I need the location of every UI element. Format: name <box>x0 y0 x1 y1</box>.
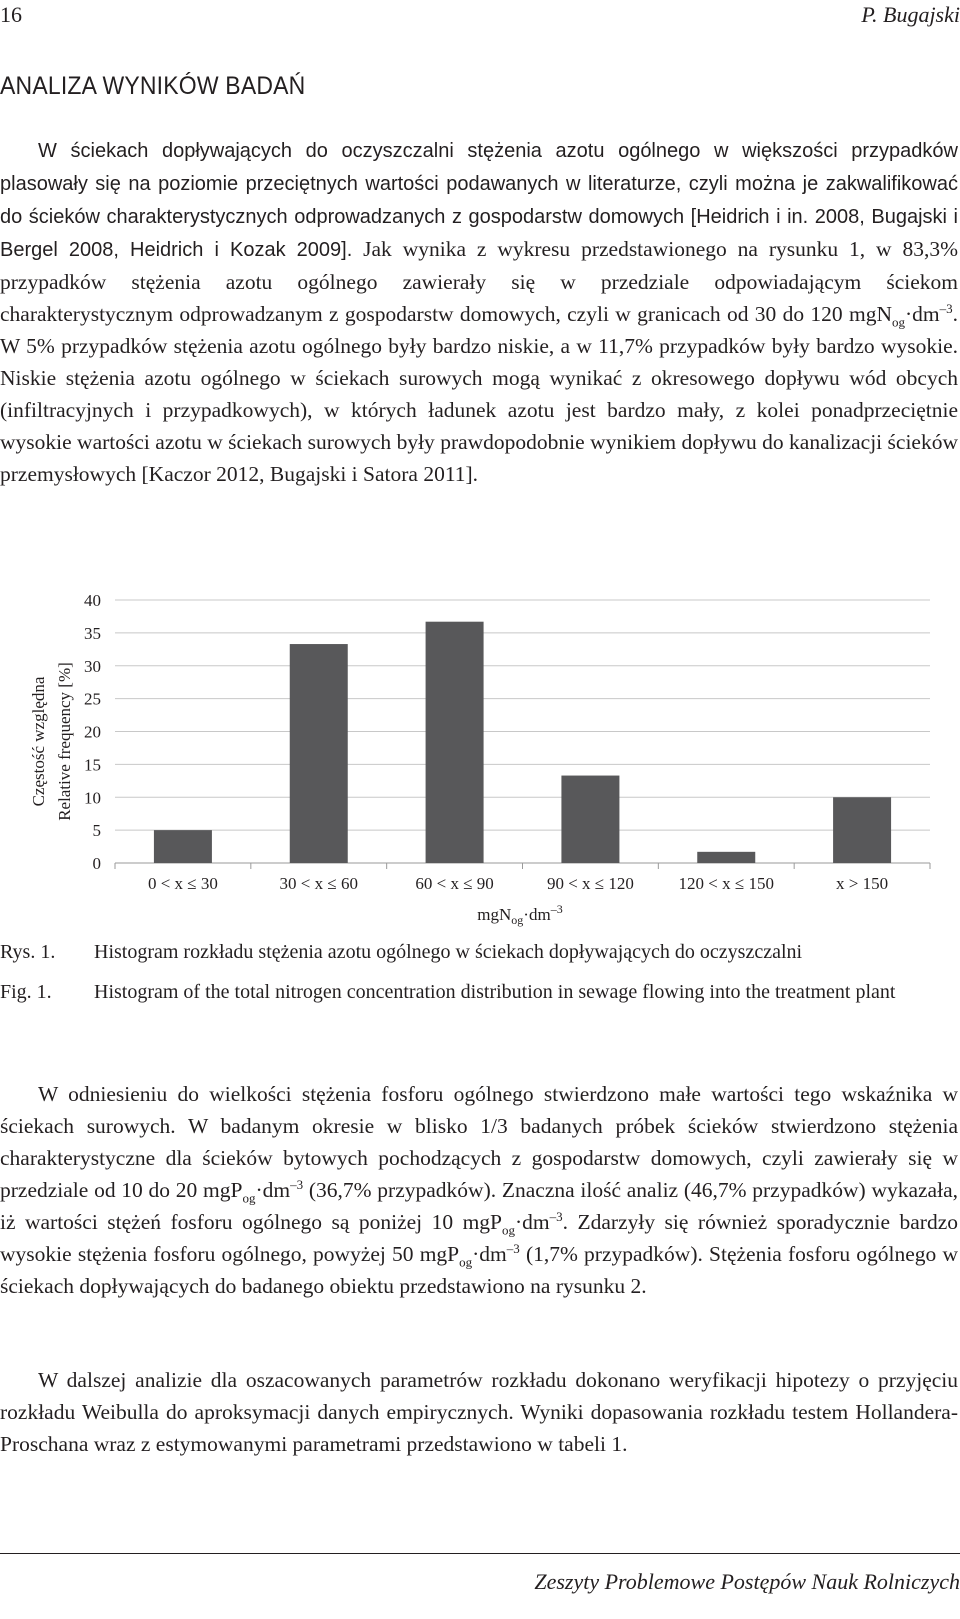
section-title: ANALIZA WYNIKÓW BADAŃ <box>0 72 306 100</box>
paragraph-2-part-b: (36,7% przypadków). Znaczna ilość analiz (46,7% przypadków) wykazała, iż wartości stężeń fosforu ogólnego są poniżej 10 mgP <box>0 1178 958 1234</box>
x-category-label: x > 150 <box>836 874 889 893</box>
caption-text-pl: Histogram rozkładu stężenia azotu ogólnego w ściekach dopływających do oczyszczalni <box>94 941 803 963</box>
x-category-label: 120 < x ≤ 150 <box>678 874 774 893</box>
paragraph-2-part-a: W odniesieniu do wielkości stężenia fosforu ogólnego stwierdzono małe wartości tego wskaźnika w ściekach surowych. W badanym okresie w blisko 1/3 badanych próbek ścieków stwierdzono stężenia charakterystyczne dla ścieków bytowych pochodzących z gospodarstw domowych, czyli zawierały się w przedziale od 10 do 20 mgP <box>0 1082 958 1202</box>
unit-superscript: –3 <box>506 1240 520 1256</box>
unit-subscript: og <box>502 1222 516 1238</box>
caption-text-en: Histogram of the total nitrogen concentration distribution in sewage flowing into the treatment plant <box>94 981 896 1003</box>
paragraph-1-part-b: Jak wynika z wykresu przedstawionego na rysunku 1, w 83,3% przypadków stężenia azotu ogólnego zawierały się w przedziale odpowiadającym ściekom charakterystycznym odprowadzanym z gospodarstw domowych, czyli w granicach od 30 do 120 mgN <box>0 237 958 326</box>
unit-superscript: –3 <box>549 1208 563 1224</box>
y-tick-label: 0 <box>92 854 101 873</box>
caption-label-pl: Rys. 1. <box>0 941 56 963</box>
y-tick-label: 30 <box>84 656 101 676</box>
paragraph-1 <box>0 134 958 490</box>
unit-subscript: og <box>459 1254 473 1270</box>
unit-subscript: og <box>891 314 905 330</box>
running-head-author: P. Bugajski <box>861 2 960 27</box>
histogram-bar <box>697 852 755 863</box>
x-category-label: 0 < x ≤ 30 <box>147 874 218 893</box>
y-tick-label: 35 <box>84 623 101 643</box>
histogram-bar <box>426 622 484 863</box>
page-number: 16 <box>0 2 22 27</box>
histogram-chart <box>0 585 960 945</box>
paragraph-2-part-d: (1,7% przypadków). Stężenia fosforu ogólnego w ściekach dopływających do badanego obiektu przedstawiono na rysunku 2. <box>0 1242 958 1298</box>
histogram-bar <box>154 830 212 863</box>
histogram-bar <box>561 776 619 863</box>
unit-subscript: og <box>242 1190 256 1206</box>
x-category-label: 30 < x ≤ 60 <box>279 874 358 893</box>
histogram-bar <box>833 797 891 863</box>
unit-superscript: –3 <box>939 300 953 316</box>
unit-text: ·dm <box>515 1210 550 1234</box>
y-tick-label: 40 <box>84 591 101 610</box>
x-category-label: 60 < x ≤ 90 <box>415 874 494 893</box>
journal-footer: Zeszyty Problemowe Postępów Nauk Rolniczych <box>534 1569 960 1594</box>
paragraph-1-part-c: . W 5% przypadków stężenia azotu ogólnego były bardzo niskie, a w 11,7% przypadków były bardzo wysokie. Niskie stężenia azotu ogólnego w ściekach surowych mogą wynikać z okresowego dopływu wód obcych (infiltracyjnych i przypadkowych), w których ładunek azotu jest bardzo mały, z kolei ponadprzeciętnie wysokie wartości azotu w ściekach surowych były prawdopodobnie wynikiem dopływu do kanalizacji ścieków przemysłowych [Kaczor 2012, Bugajski i Satora 2011]. <box>0 302 958 486</box>
y-tick-label: 25 <box>84 689 101 709</box>
unit-superscript: –3 <box>290 1176 304 1192</box>
y-axis-label-pl: Częstość względna <box>29 676 48 807</box>
paragraph-3-text: W dalszej analizie dla oszacowanych parametrów rozkładu dokonano weryfikacji hipotezy o przyjęciu rozkładu Weibulla do aproksymacji danych empirycznych. Wyniki dopasowania rozkładu testem Hollandera-Proschana wraz z estymowanymi parametrami przedstawiono w tabeli 1. <box>0 1368 958 1456</box>
paragraph-2 <box>0 1078 958 1302</box>
unit-text: ·dm <box>255 1178 291 1202</box>
y-tick-label: 10 <box>84 788 101 808</box>
y-tick-label: 20 <box>84 722 101 742</box>
unit-text: ·dm <box>904 302 940 326</box>
footer-rule <box>0 1553 960 1554</box>
histogram-svg <box>0 585 960 945</box>
y-tick-label: 15 <box>84 755 101 775</box>
y-axis-label-en: Relative frequency [%] <box>55 662 74 821</box>
x-category-label: 90 < x ≤ 120 <box>546 874 634 893</box>
paragraph-3 <box>0 1364 958 1460</box>
unit-text: ·dm <box>472 1242 507 1266</box>
paragraph-1-part-a: W ściekach dopływających do oczyszczalni stężenia azotu ogólnego w większości przypadków plasowały się na poziomie przeciętnych wartości podawanych w literaturze, czyli można je zakwalifikować do ścieków charakterystycznych odprowadzanych z gospodarstw domowych [Heidrich i in. 2008, Bugajski i Bergel 2008, Heidrich i Kozak 2009]. <box>0 140 958 261</box>
histogram-bar <box>290 644 348 863</box>
y-tick-label: 5 <box>92 821 101 841</box>
paragraph-2-part-c: . Zdarzyły się również sporadycznie bardzo wysokie stężenia fosforu ogólnego, powyżej 50 mgP <box>0 1210 958 1266</box>
x-axis-label: $mgN_{og}\cdot dm^{-3}$ <box>477 902 563 927</box>
caption-label-en: Fig. 1. <box>0 981 52 1003</box>
